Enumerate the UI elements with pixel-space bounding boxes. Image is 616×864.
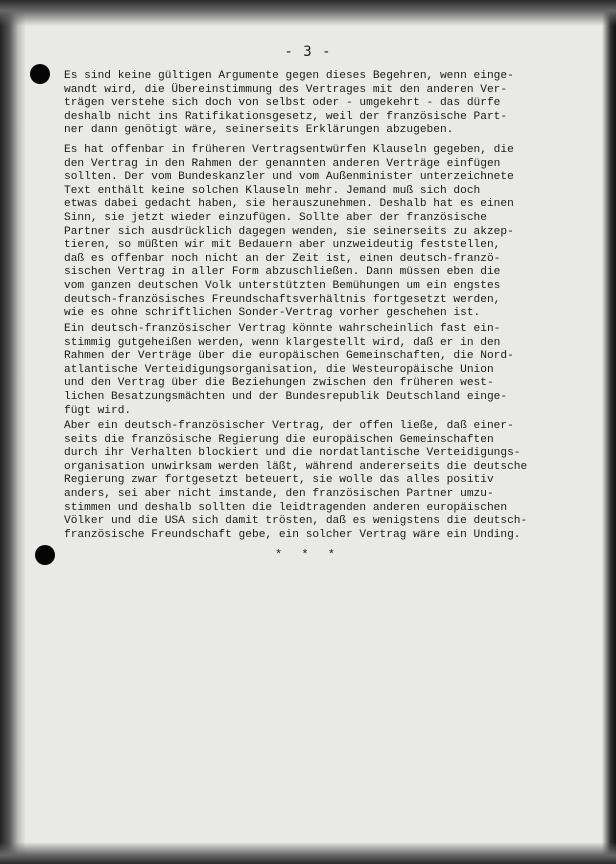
text-line: wandt wird, die Übereinstimmung des Vertrages mit den anderen Ver- — [64, 83, 508, 96]
text-line: trägen verstehe sich doch von selbst oder - umgekehrt - das dürfe — [64, 97, 501, 110]
punch-hole — [30, 64, 50, 84]
text-line: Regierung zwar fortgesetzt beteuert, sie wolle das alles positiv — [64, 474, 494, 487]
text-line: seits die französische Regierung die europäischen Gemeinschaften — [64, 433, 494, 446]
scan-edge-right — [602, 0, 616, 864]
paragraph-4 — [64, 420, 584, 542]
text-line: Ein deutsch-französischer Vertrag könnte wahrscheinlich fast ein- — [64, 323, 501, 335]
text-line: sischen Vertrag in aller Form abzuschließen. Dann müssen eben die — [64, 266, 501, 279]
text-line: Völker und die USA sich damit trösten, daß es wenigstens die deutsch- — [64, 515, 528, 528]
paragraph-2 — [64, 144, 584, 321]
text-line: fügt wird. — [64, 404, 132, 417]
text-line: den Vertrag in den Rahmen der genannten anderen Verträge einfügen — [64, 157, 501, 170]
text-line: Es sind keine gültigen Argumente gegen dieses Begehren, wenn einge- — [64, 70, 514, 82]
section-separator: * * * — [274, 548, 341, 562]
text-line: ner dann genötigt wäre, seinerseits Erklärungen abzugeben. — [64, 124, 454, 137]
text-line: organisation unwirksam werden läßt, während andererseits die deutsche — [64, 460, 528, 473]
text-line: stimmen und deshalb sollten die leidtragenden anderen europäischen — [64, 501, 508, 514]
text-line: tieren, so müßten wir mit Bedauern aber unzweideutig feststellen, — [64, 239, 501, 252]
text-line: deshalb nicht ins Ratifikationsgesetz, weil der französische Part- — [64, 110, 508, 123]
text-line: deutsch-französisches Freundschaftsverhältnis fortgesetzt werden, — [64, 293, 501, 306]
text-line: Sinn, sie jetzt wieder einzufügen. Sollte aber der französische — [64, 211, 487, 224]
text-line: etwas dabei gedacht haben, sie herauszunehmen. Deshalb hat es einen — [64, 198, 514, 211]
text-line: französische Freundschaft gebe, ein solcher Vertrag wäre ein Unding. — [64, 528, 521, 541]
text-line: sollten. Der vom Bundeskanzler und vom Außenminister unterzeichnete — [64, 171, 514, 184]
text-line: Rahmen der Verträge über die europäischen Gemeinschaften, die Nord- — [64, 350, 514, 363]
paragraph-1 — [64, 70, 584, 138]
text-line: vom ganzen deutschen Volk unterstützten Bemühungen um ein engstes — [64, 279, 501, 292]
text-line: daß es offenbar noch nicht an der Zeit ist, einen deutsch-franzö- — [64, 252, 501, 265]
scan-edge-left — [0, 0, 26, 864]
text-line: wie es ohne schriftlichen Sonder-Vertrag vorher geschehen ist. — [64, 307, 481, 320]
text-line: Partner sich ausdrücklich dagegen wenden, sie seinerseits zu akzep- — [64, 225, 514, 238]
text-line: Text enthält keine solchen Klauseln mehr. Jemand muß sich doch — [64, 184, 481, 197]
text-line: und den Vertrag über die Beziehungen zwischen den früheren west- — [64, 377, 494, 390]
paragraph-3 — [64, 323, 584, 418]
text-line: durch ihr Verhalten blockiert und die nordatlantische Verteidigungs- — [64, 447, 521, 460]
text-line: lichen Besatzungsmächten und der Bundesrepublik Deutschland einge- — [64, 390, 508, 403]
scan-edge-top — [0, 0, 616, 26]
scan-edge-bottom — [0, 842, 616, 864]
page-number: - 3 - — [284, 44, 332, 60]
text-line: stimmig gutgeheißen werden, wenn klargestellt wird, daß er in den — [64, 336, 501, 349]
text-line: atlantische Verteidigungsorganisation, die Westeuropäische Union — [64, 363, 494, 376]
text-line: anders, sei aber nicht imstande, den französischen Partner umzu- — [64, 487, 494, 500]
text-line: Aber ein deutsch-französischer Vertrag, der offen ließe, daß einer- — [64, 420, 514, 432]
text-line: Es hat offenbar in früheren Vertragsentwürfen Klauseln gegeben, die — [64, 144, 514, 156]
